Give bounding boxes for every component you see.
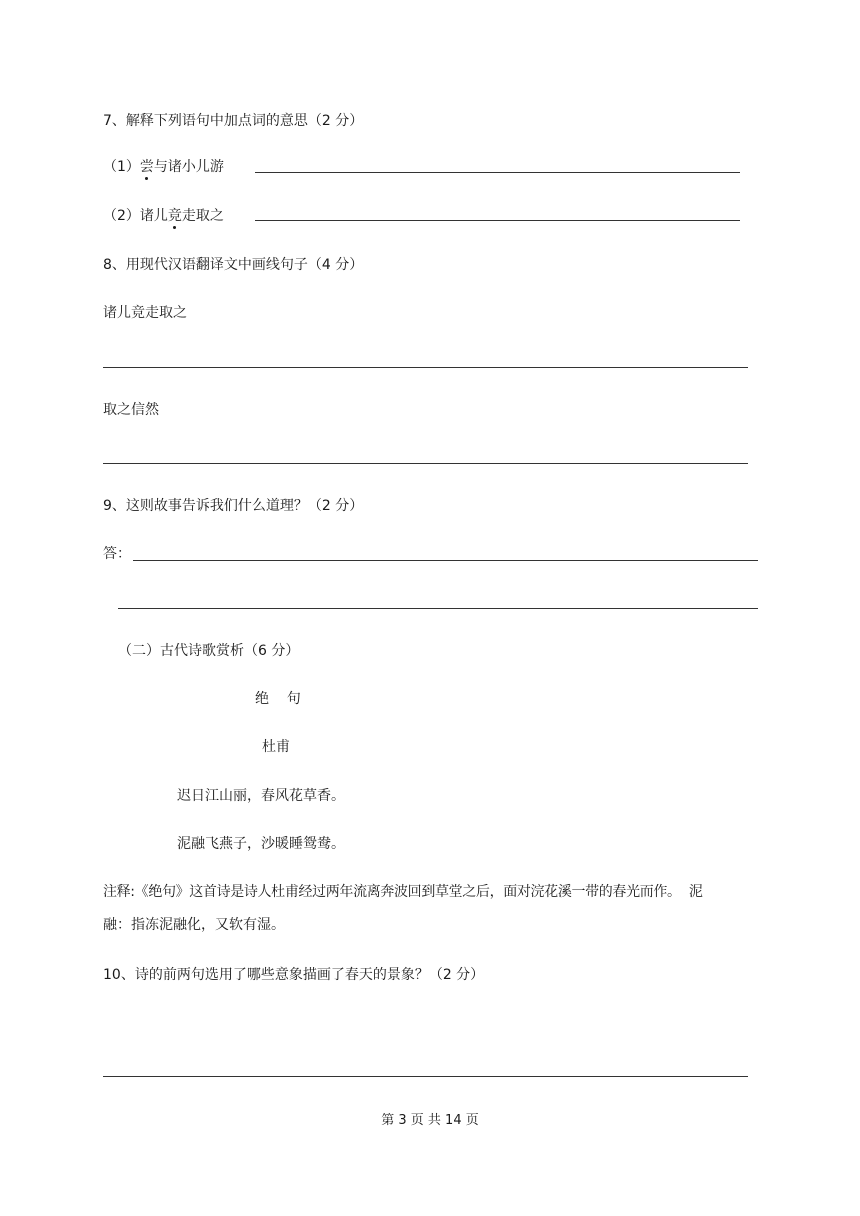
q7-item1-answer-line[interactable] xyxy=(255,172,740,173)
q8-title: 8、用现代汉语翻译文中画线句子（4 分） xyxy=(103,257,364,273)
poem-line-2: 泥融飞燕子，沙暖睡鸳鸯。 xyxy=(177,836,345,852)
q7-item2-label xyxy=(103,206,224,226)
q7-item1-dotted-word: 尝 xyxy=(139,159,154,175)
poem-note-line-2: 融：指冻泥融化，又软有湿。 xyxy=(103,917,285,933)
q9-title: 9、这则故事告诉我们什么道理？（2 分） xyxy=(103,498,364,514)
poem-title: 绝 句 xyxy=(255,691,301,707)
q7-item2-answer-line[interactable] xyxy=(255,220,740,221)
q8-answer-line-1[interactable] xyxy=(103,367,748,368)
q8-answer-line-2[interactable] xyxy=(103,463,748,464)
q9-answer-line-1[interactable] xyxy=(133,560,758,561)
q7-item1-prefix: （1） xyxy=(103,159,140,175)
q7-title: 7、解释下列语句中加点词的意思（2 分） xyxy=(103,113,364,129)
poem-note-line-1: 注释:《绝句》这首诗是诗人杜甫经过两年流离奔波回到草堂之后，面对浣花溪一带的春光而作。 泥 xyxy=(103,884,703,900)
poem-line-1: 迟日江山丽，春风花草香。 xyxy=(177,788,345,804)
q8-sentence2: 取之信然 xyxy=(103,402,159,418)
q8-sentence1: 诸儿竞走取之 xyxy=(103,305,187,321)
q7-item1-rest: 与诸小儿游 xyxy=(153,159,224,175)
poem-author: 杜甫 xyxy=(262,739,290,755)
q7-item2-prefix: （2）诸儿 xyxy=(103,208,168,224)
q9-answer-label: 答： xyxy=(103,546,131,562)
q7-item2-dotted-word: 竞 xyxy=(167,208,182,224)
q7-item2-rest: 走取之 xyxy=(181,208,224,224)
q9-answer-line-2[interactable] xyxy=(118,608,758,609)
q7-item1-label xyxy=(103,157,224,177)
page-footer: 第 3 页 共 14 页 xyxy=(381,1113,479,1128)
q10-answer-line[interactable] xyxy=(103,1076,748,1077)
q10-title: 10、诗的前两句选用了哪些意象描画了春天的景象？（2 分） xyxy=(103,967,485,983)
section2-heading: （二）古代诗歌赏析（6 分） xyxy=(118,643,300,659)
